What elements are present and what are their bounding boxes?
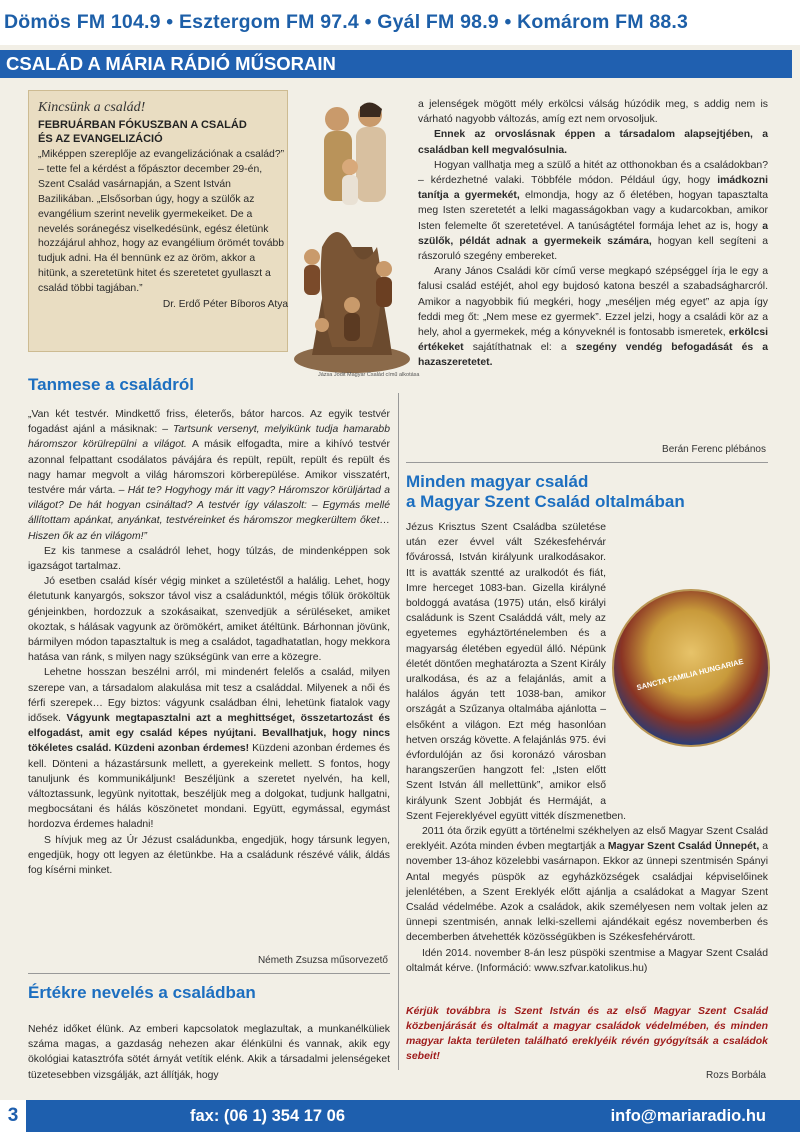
- closing-prayer: Kérjük továbbra is Szent István és az első Magyar Szent Család közbenjárását és oltalmát a magyar családok védelmében, és minden magyar lakta területen található ereklyéik révén gyógyítsák a családok sebeit!: [406, 1005, 768, 1062]
- paragraph: Idén 2014. november 8-án lesz püspöki szentmise a Magyar Szent Család oltalmát kérve. (Információ: www.szfvar.katolikus.hu): [406, 947, 768, 974]
- text-run: A másik elfogadta, mire a kihívó testvér azonnal felpattant csodálatos pávájára és repült, repült, repült és repült és nagy hamar megvolt a világ háromszori körberepülése. Amikor visszatért, testvére már várta. –: [28, 439, 390, 497]
- radio-frequencies: Dömös FM 104.9 • Esztergom FM 97.4 • Gyál FM 98.9 • Komárom FM 88.3: [0, 0, 800, 45]
- author-tanmese: Németh Zsuzsa műsorvezető: [257, 955, 388, 966]
- column-divider: [398, 393, 399, 1070]
- author-minden: Rozs Borbála: [705, 1070, 766, 1081]
- text-run: Arany János Családi kör című verse megkapó szépséggel írja le egy a falusi család estéjét, ahol egy bujdosó katona beszél a szabadságharcról. Amikor a nagyobbik fiú megkéri, hogy „meséljen még egyet” az apja így feddi meg őt: „Nem mese ez gyermek”. Ezzel jelzi, hogy a családi kör az a hely, ahol a gyermekek, még a kónyveknél is fontosabb ismeretek,: [418, 266, 768, 339]
- article-title-ertekre: Értékre nevelés a családban: [28, 983, 256, 1002]
- text-run: hogyan kell segíteni a rászoruló szegény embereket.: [418, 235, 768, 263]
- text-run: Küzdeni azonban érdemes és kell. Dönteni a házastársunk mellett, a gyerekeink mellett. S fontos, hogy tanuljunk és kommunikáljunk! Beszéljünk a szeretet nyelvén, ha kell, változtassunk, legyünk nyitottak, beszéljük meg a dolgokat, tudjunk hallgatni, megbocsátani és hálás köszönetet mondani. Együtt, egymással, egymást hordozva érdemes haladni!: [28, 743, 390, 831]
- text-run: Vágyunk megtapasztalni azt a meghittséget, összetartozást és elfogadást, amit egy család képes nyújtani. Bevallhatjuk, hogy nincs tökéletes család. Küzdeni azonban érdemes!: [28, 713, 390, 755]
- badge-float-spacer: [606, 582, 768, 794]
- article-body-minden: [406, 520, 768, 976]
- article-body-ertekre-part1: [28, 1022, 390, 1083]
- footer-bar: [0, 1100, 800, 1132]
- paragraph: [28, 665, 390, 832]
- text-run: Lehetne hosszan beszélni arról, mi mindenért felelős a család, milyen szerepe van, a társadalom alakulása mit tesz a családdal. Milyenek a női és férfi szerepek… Egy biztos: vágyunk családban élni, lehetünk fiatalok vagy idősek.: [28, 667, 390, 725]
- paragraph: Jó esetben család kísér végig minket a születéstől a halálig. Lehet, hogy életutunk kanyargós, sokszor távol visz a családunktól, mégis tőlük örököltük génjeinkben, hordozzuk a szokásaikat, szenvedjük a sérüléseket, amiket okoztak, s hálásak vagyunk az örömökért, amiket átéltünk. Bárhonnan jövünk, bármilyen módon tapasztaltuk is meg a családot, tagadhatatlan, hogy mekkora hatása van ránk, s milyen nagy szükségünk van erre a közegre.: [28, 576, 390, 664]
- intro-box: [38, 96, 288, 310]
- paragraph: [406, 824, 768, 946]
- paragraph: [418, 264, 768, 370]
- intro-headline-1: FEBRUÁRBAN FÓKUSZBAN A CSALÁD: [38, 119, 247, 131]
- intro-text: „Miképpen szereplője az evangelizációnak a család?” – tette fel a kérdést a főpásztor december 29-én, Szent Család vasárnapján, a Szent István Bazilikában. „Elsősorban úgy, hogy a szülők az evangélium szerint nevelik gyermekeiket. De a nevelés soránegész viselkedésünk, egész életünk hozzájárul ahhoz, hogy az evangélium örömét tovább tudjuk adni. Ha él bennünk ez az öröm, akkor a hitünk, a szeretetünk hitet és szeretetet gyullaszt a család többi tagjában.”: [38, 149, 285, 295]
- article-title-minden: [406, 472, 685, 512]
- paragraph: a jelenségek mögött mély erkölcsi válság húzódik meg, s addig nem is várható nagyobb változás, amíg ezt nem orvosoljuk.: [418, 99, 768, 126]
- text-run: elmondja, hogy az ő életében, hogyan tapasztalta meg Isten szeretetét a lelki magasságokban vagy a kudarcokban, amikor Isten felemelte őt szeretetével. A tanúságtétel formája lehet az is, hogy: [418, 190, 768, 232]
- text-run: a szülők, példát adnak a gyermekeik számára,: [418, 220, 768, 247]
- text-run: a november 13-ához közelebbi vasárnapon. Ekkor az ünnepi szentmisén Spányi Antal megyés püspök az egyházközségek családjai képviselőinek jelenlétében, a Szent Ereklyék előtt ajánlja a családokat a Magyar Szent Család védelmébe. Azok a családok, akik személyesen nem voltak jelen az ünnepi szentmisén, annak lelki-szellemi ajándékait egész novemberben és decemberben átvehették közösségükben is Székesfehérvárott.: [406, 841, 768, 944]
- badge-text: SANCTA FAMILIA HUNGARIAE: [635, 656, 745, 693]
- article-title-tanmese: Tanmese a családról: [28, 375, 194, 394]
- text-run: sajátíthatnak el: a: [463, 342, 576, 354]
- divider: [28, 973, 390, 974]
- article-body-tanmese: [28, 407, 390, 878]
- email-address[interactable]: info@mariaradio.hu: [610, 1107, 766, 1125]
- holy-family-statue-image: [292, 97, 412, 375]
- section-title: CSALÁD A MÁRIA RÁDIÓ MŰSORAIN: [0, 50, 792, 78]
- text-run: „Van két testvér. Mindkettő friss, életerős, bátor harcos. Az egyik testvér fogadást ajánl a másiknak: –: [28, 409, 390, 436]
- text-run: Magyar Szent Család Ünnepét,: [607, 841, 760, 853]
- title-line: Minden magyar család: [406, 472, 589, 491]
- article-body-ertekre-part2: [418, 97, 768, 371]
- paragraph: Nehéz időket élünk. Az emberi kapcsolatok meglazultak, a munkanélküliek száma magas, a gazdaság nehezen akar élénkülni és vannak, akik egy ökológiai katasztrófa sötét árnyát vetítik elénk. Akik a társadalmi jelenségeket tüzetesebben vizsgálják, azt állítják, hogy: [28, 1024, 390, 1081]
- paragraph: [28, 407, 390, 544]
- page-number: 3: [0, 1100, 26, 1132]
- text-run: Hogyan vallhatja meg a szülő a hitét az otthonokban és a családokban? – kérdezhetné valaki. Többféle módon. Például úgy, hogy: [418, 159, 768, 187]
- paragraph: S hívjuk meg az Úr Jézust családunkba, engedjük, hogy társunk legyen, engedjük, hogy ott legyen az életünkbe. Ha a családunk részévé válik, áldás fog kísérni minket.: [28, 834, 390, 877]
- paragraph: [418, 158, 768, 264]
- text-run: erkölcsi értékeket: [418, 327, 768, 354]
- fax-number: fax: (06 1) 354 17 06: [190, 1107, 346, 1125]
- text-run: 2011 óta őrzik együtt a történelmi székhelyen az első Magyar Szent Család ereklyéit. Azóta minden évben megtartják a: [406, 826, 768, 853]
- author-ertekre: Berán Ferenc plébános: [662, 444, 766, 455]
- paragraph: Ennek az orvoslásnak éppen a társadalom alapsejtjében, a családban kell megvalósulnia.: [418, 129, 768, 156]
- paragraph: Ez kis tanmese a családról lehet, hogy túlzás, de mindenképpen sok igazságot tartalmaz.: [28, 545, 390, 573]
- intro-headline-2: ÉS AZ EVANGELIZÁCIÓ: [38, 133, 163, 145]
- intro-kicker: Kincsünk a család!: [38, 100, 146, 115]
- title-line: a Magyar Szent Család oltalmában: [406, 492, 685, 511]
- text-run: Tartsunk versenyt, melyikünk tudja hamarabb háromszor körülrepülni a világot.: [28, 424, 390, 451]
- paragraph: Jézus Krisztus Szent Családba születése után ezer évvel vált Székesfehérvár fővárossá, István királyunk uralkodásakor. Itt is avatták szentté az uralkodót és fiát, Imre herceget 1083-ban. Gizella királyné boldoggá avatása (1975) után, első királyi családunk is Szent Családdá vált, mely az egyetemes egyháztörténelemben és a magyarság életében egyedül álló. Népünk életét döntően meghatározta a Szent Király uralkodása, és az a felajánlás, amit a halálos ágyán tett 1038-ban, amikor országát a Szűzanya oltalmába ajánlotta – elsőként a világon. Ezt még hasonlóan hetven ország követte. A felajánlás 975. évi évfordulóján az ősi koronázó városban harangszerűen hangzott fel: „Isten előtt Szent István áll mellettünk”, amikor első királyunk Szent Jobbját és Hermáját, a Szent Fejereklyével együtt vitték díszmenetben.: [406, 522, 627, 822]
- intro-signature: Dr. Erdő Péter Bíboros Atya: [162, 299, 288, 311]
- text-run: imádkozni tanítja a gyermekét,: [418, 175, 768, 202]
- text-run: Hát te? Hogyhogy már itt vagy? Háromszor körüljártad a világot? De hát hogyan csináltad? A testvér így válaszolt: – Egymás mellé állítottam apánkat, anyánkat, testvéreinket és háromszor megkerültem őket… Hiszen ők az én világom!”: [28, 485, 390, 542]
- photo-caption: Jázsa Jodit Magyar Család című alkotása: [318, 372, 420, 378]
- divider: [406, 462, 768, 463]
- text-run: szegény vendég befogadását és a hazaszeretetet.: [418, 342, 768, 369]
